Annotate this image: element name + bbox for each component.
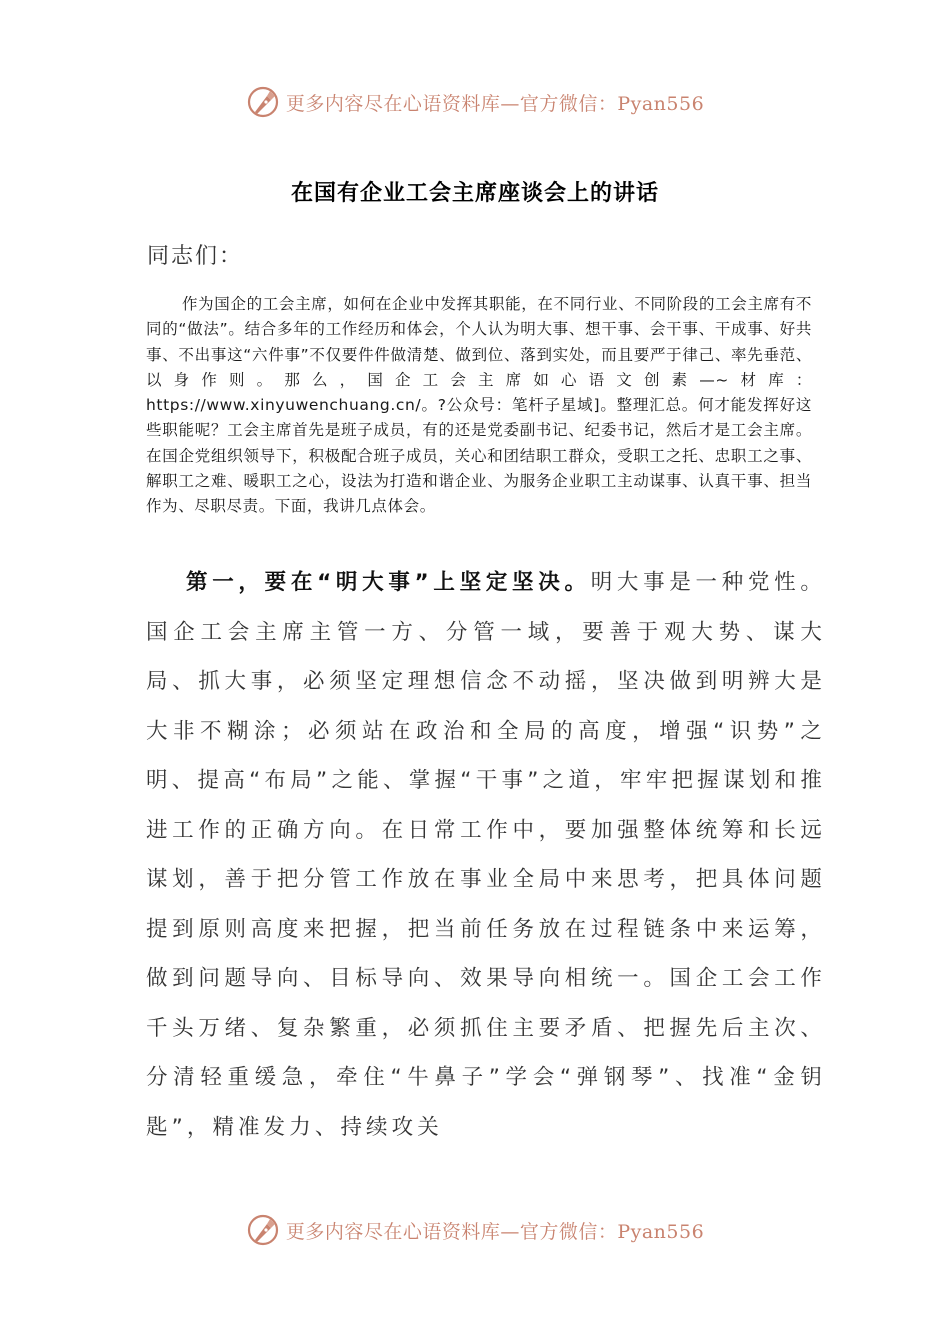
footer-banner-text: 更多内容尽在心语资料库—官方微信：Pyan556 [285,1220,705,1243]
first-point-body: 明大事是一种党性。国企工会主席主管一方、分管一域，要善于观大势、谋大局、抓大事，必须坚定理想信念不动摇，坚决做到明辨大是大非不糊涂；必须站在政治和全局的高度，增强“识势”之明、提高“布局”之能、掌握“干事”之道，牢牢把握谋划和推进工作的正确方向。在日常工作中，要加强整体统筹和长远谋划，善于把分管工作放在事业全局中来思考，把具体问题提到原则高度来把握，把当前任务放在过程链条中来运筹，做到问题导向、目标导向、效果导向相统一。国企工会工作千头万绪、复杂繁重，必须抓住主要矛盾、把握先后主次、分清轻重缓急，牵住“牛鼻子”学会“弹钢琴”、找准“金钥匙”，精准发力、持续攻关 [146,570,826,1140]
first-point-heading: 第一，要在“明大事”上坚定坚决。 [186,570,591,595]
first-point-paragraph [146,558,826,1152]
pen-nib-icon [246,1213,280,1247]
header-banner [0,82,950,122]
header-banner-text: 更多内容尽在心语资料库—官方微信：Pyan556 [285,92,705,115]
document-title: 在国有企业工会主席座谈会上的讲话 [290,181,659,206]
salutation: 同志们： [147,244,244,269]
pen-nib-icon [246,85,280,119]
intro-paragraph: 作为国企的工会主席，如何在企业中发挥其职能，在不同行业、不同阶段的工会主席有不同的“做法”。结合多年的工作经历和体会，个人认为明大事、想干事、会干事、干成事、好共事、不出事这“六件事”不仅要件件做清楚、做到位、落到实处，而且要严于律己、率先垂范、以身作则。那么，国企工会主席如心语文创素—~材库：https://www.xinyuwenchuang.cn/。?公众号：笔杆子星域]。整理汇总。何才能发挥好这些职能呢？工会主席首先是班子成员，有的还是党委副书记、纪委书记，然后才是工会主席。在国企党组织领导下，积极配合班子成员，关心和团结职工群众，受职工之托、忠职工之事、解职工之难、暖职工之心，设法为打造和谐企业、为服务企业职工主动谋事、认真干事、担当作为、尽职尽责。下面，我讲几点体会。 [146,295,812,516]
footer-banner [0,1210,950,1250]
